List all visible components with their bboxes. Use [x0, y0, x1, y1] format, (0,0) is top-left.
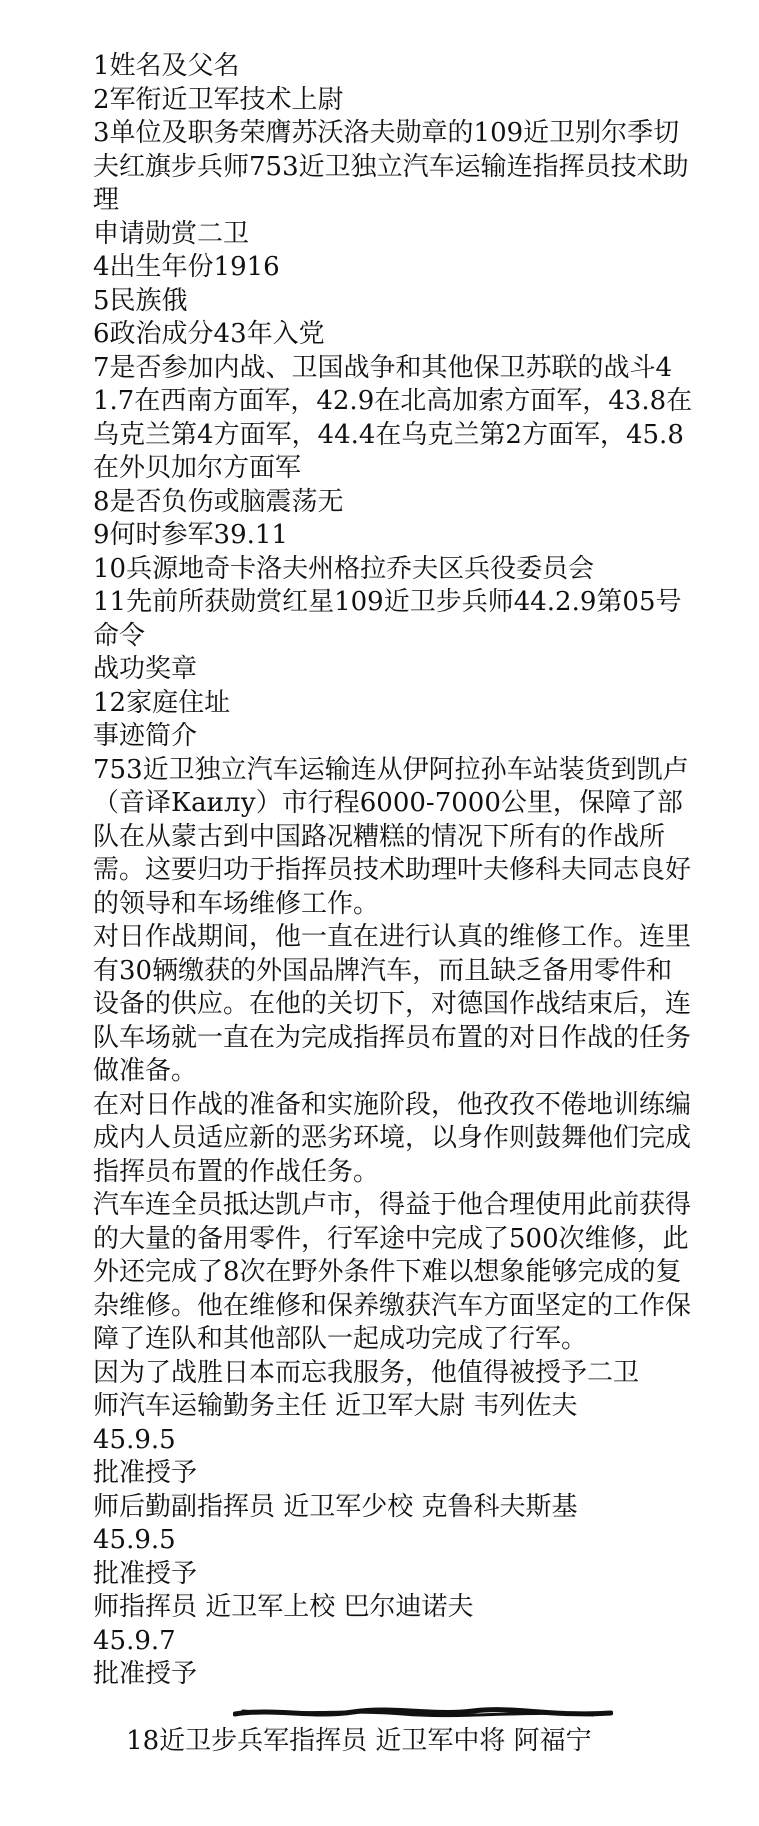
field-draft-office: 10兵源地奇卡洛夫州格拉乔夫区兵役委员会	[93, 553, 595, 584]
ink-strikethrough	[233, 1702, 613, 1724]
summary-paragraph: 在对日作战的准备和实施阶段，他孜孜不倦地训练编成内人员适应新的恶劣环境，以身作则鼓舞他们完成指挥员布置的作战任务。	[93, 1089, 692, 1187]
field-enlistment: 9何时参军39.11	[93, 520, 288, 550]
approval-text: 批准授予	[93, 1558, 198, 1589]
approval-text: 批准授予	[93, 1458, 198, 1488]
field-nationality: 5民族俄	[93, 285, 188, 316]
previous-award-medal: 战功奖章	[93, 654, 198, 684]
summary-paragraph: 753近卫独立汽车运输连从伊阿拉孙车站装货到凯卢（音译Каилу）市行程6000-7000公里，保障了部队在从蒙古到中国路况糟糕的情况下所有的作战所需。这要归功于指挥员技术助理叶夫修科夫同志良好的领导和车场维修工作。	[93, 754, 692, 919]
approval-text: 批准授予	[93, 1659, 198, 1689]
summary-paragraph: 对日作战期间，他一直在进行认真的维修工作。连里有30辆缴获的外国品牌汽车，而且缺乏备用零件和设备的供应。在他的关切下，对德国作战结束后，连队车场就一直在为完成指挥员布置的对日作战的任务做准备。	[93, 922, 692, 1086]
field-combat-participation: 7是否参加内战、卫国战争和其他保卫苏联的战斗41.7在西南方面军，42.9在北高加索方面军，43.8在乌克兰第4方面军，44.4在乌克兰第2方面军，45.8在外贝加尔方面军	[93, 352, 693, 483]
field-previous-awards: 11先前所获勋赏红星109近卫步兵师44.2.9第05号命令	[93, 587, 682, 651]
field-wounds: 8是否负伤或脑震荡无	[93, 486, 344, 517]
award-document	[93, 50, 693, 1826]
field-unit-position: 3单位及职务荣膺苏沃洛夫勋章的109近卫别尔季切夫红旗步兵师753近卫独立汽车运输连指挥员技术助理	[93, 118, 689, 215]
summary-heading: 事迹简介	[93, 721, 198, 751]
field-party-membership: 6政治成分43年入党	[93, 319, 325, 349]
signatory-line: 师后勤副指挥员 近卫军少校 克鲁科夫斯基	[93, 1491, 578, 1522]
summary-paragraph: 汽车连全员抵达凯卢市，得益于他合理使用此前获得的大量的备用零件，行军途中完成了500次维修，此外还完成了8次在野外条件下难以想象能够完成的复杂维修。他在维修和保养缴获汽车方面坚定的工作保障了连队和其他部队一起成功完成了行军。	[93, 1190, 692, 1354]
signatory-line: 师指挥员 近卫军上校 巴尔迪诺夫	[93, 1592, 474, 1622]
corps-signatory-line	[93, 1692, 693, 1826]
field-home-address: 12家庭住址	[93, 687, 231, 718]
signature-date: 45.9.5	[93, 1424, 176, 1455]
signature-date: 45.9.7	[93, 1625, 176, 1656]
field-birth-year: 4出生年份1916	[93, 252, 280, 282]
field-name: 1姓名及父名	[93, 51, 240, 81]
signature-date: 45.9.5	[93, 1525, 176, 1555]
signatory-line: 师汽车运输勤务主任 近卫军大尉 韦列佐夫	[93, 1391, 578, 1421]
recommendation-conclusion: 因为了战胜日本而忘我服务，他值得被授予二卫	[93, 1357, 640, 1388]
field-rank: 2军衔近卫军技术上尉	[93, 84, 344, 115]
corps-signatory-text: 18近卫步兵军指挥员 近卫军中将 阿福宁	[126, 1726, 592, 1756]
award-request: 申请勋赏二卫	[93, 218, 250, 249]
